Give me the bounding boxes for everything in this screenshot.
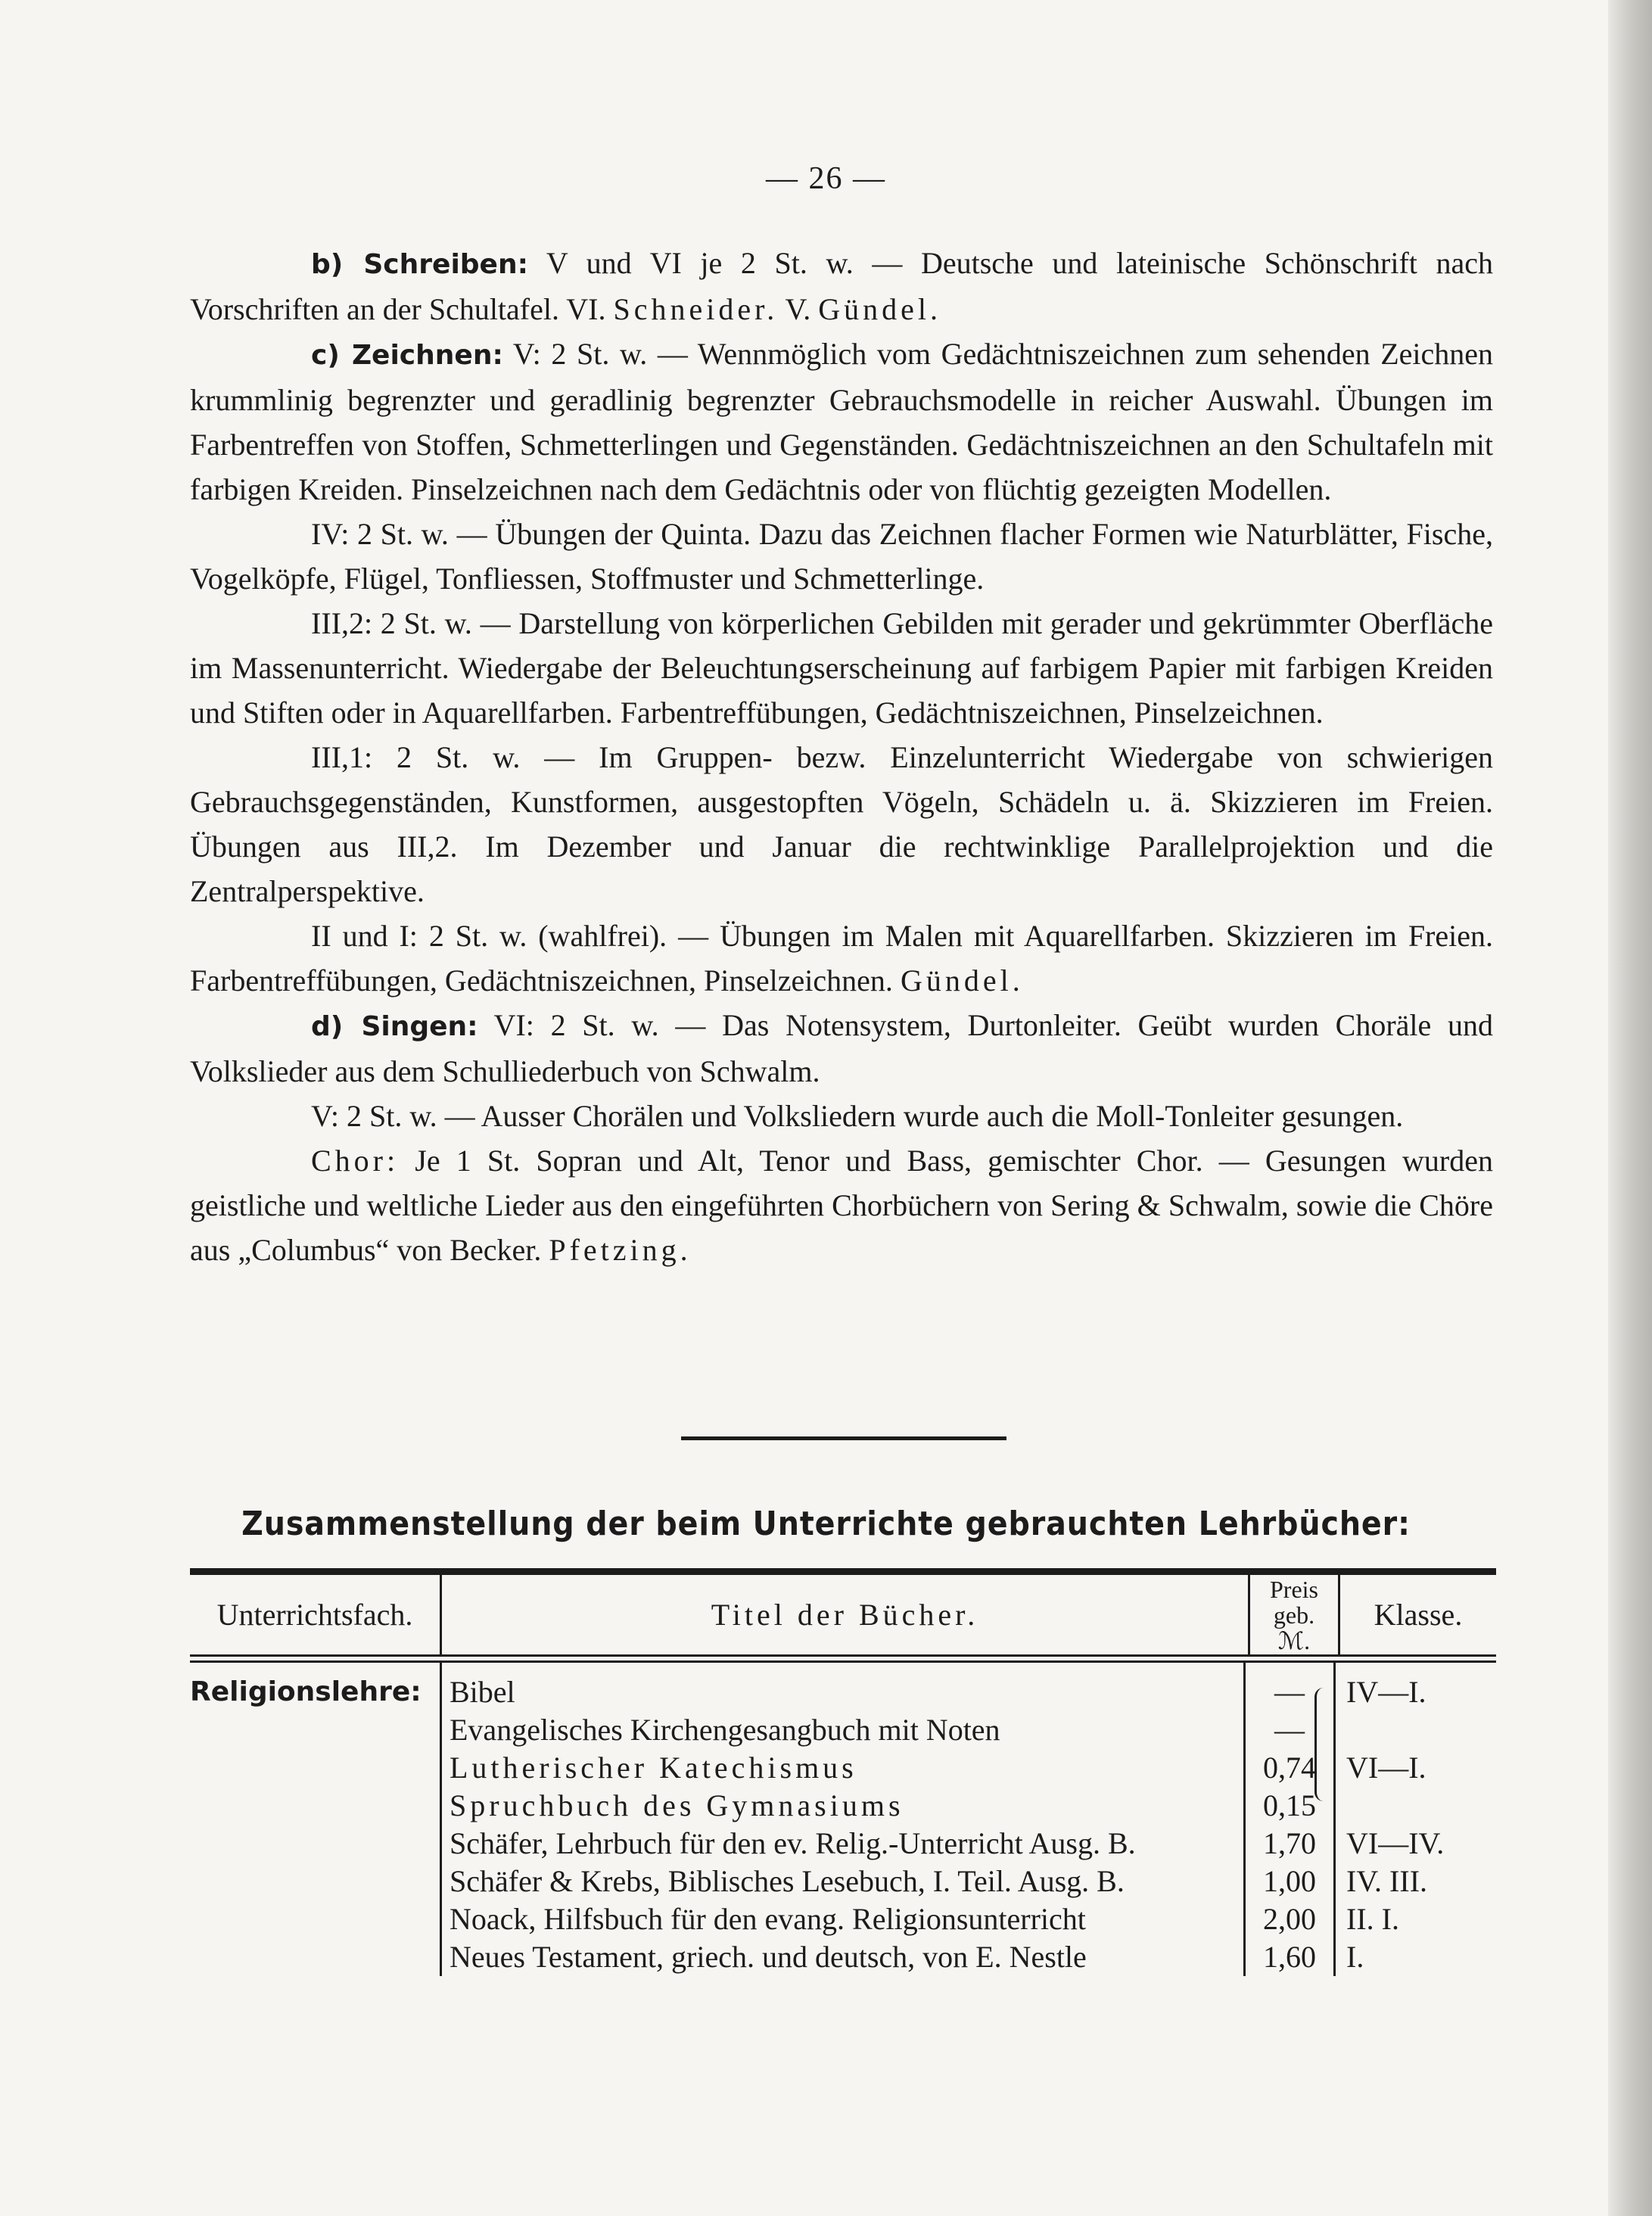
singen-text: VI: 2 St. w. — Das Notensystem, Durtonleiter. Geübt wurden Choräle und Volkslieder aus dem Schulliederbuch von Schwalm. xyxy=(190,1008,1493,1088)
header-price-line3: ℳ. xyxy=(1277,1626,1311,1654)
teacher-name: Pfetzing. xyxy=(549,1233,692,1267)
page-number: — 26 — xyxy=(766,161,886,196)
heading-schreiben: b) Schreiben: xyxy=(311,249,528,280)
header-class: Klasse. xyxy=(1374,1598,1463,1632)
book-class: VI—I. xyxy=(1346,1751,1426,1785)
zeichnen-text: V: 2 St. w. — Wennmöglich vom Gedächtniszeichnen zum sehenden Zeichnen krummlinig begrenzter und geradlinig begrenzter Gebrauchsmodelle in reicher Auswahl. Übungen im Farbentreffen von Stoffen, Schmetterlingen und Gegenständen. Gedächtniszeichnen an den Schultafeln mit farbigen Kreiden. Pinselzeichnen nach dem Gedächtnis oder von flüchtig gezeigten Modellen. xyxy=(190,337,1493,506)
book-price: 1,60 xyxy=(1263,1940,1316,1974)
book-price: 0,74 xyxy=(1263,1751,1316,1785)
book-price: — xyxy=(1274,1675,1305,1709)
teacher-name: Schneider. xyxy=(613,292,779,326)
zeichnen-iv: IV: 2 St. w. — Übungen der Quinta. Dazu das Zeichnen flacher Formen wie Naturblätter, Fische, Vogelköpfe, Flügel, Tonfliessen, Stoffmuster und Schmetterlinge. xyxy=(190,517,1493,596)
classes-column xyxy=(1336,1663,1496,1976)
header-title-text: Titel der Bücher. xyxy=(711,1598,979,1632)
heading-singen: d) Singen: xyxy=(311,1011,478,1042)
book-price: — xyxy=(1274,1713,1305,1747)
table-header-rule xyxy=(190,1654,1496,1657)
book-title: Neues Testament, griech. und deutsch, von E. Nestle xyxy=(450,1940,1087,1974)
zeichnen-iii1: III,1: 2 St. w. — Im Gruppen- bezw. Einzelunterricht Wiedergabe von schwierigen Gebrauchsgegenständen, Kunstformen, ausgestopften Vögeln, Schädeln u. ä. Skizzieren im Freien. Übungen aus III,2. Im Dezember und Januar die rechtwinklige Parallelprojektion und die Zentralperspektive. xyxy=(190,740,1493,908)
schreiben-text: V und VI je 2 St. w. — Deutsche und lateinische Schönschrift nach Vorschriften an der Schultafel. VI. xyxy=(190,246,1494,326)
paragraph-schreiben xyxy=(190,241,1493,331)
book-title: Evangelisches Kirchengesangbuch mit Noten xyxy=(450,1713,1000,1747)
heading-zeichnen: c) Zeichnen: xyxy=(311,340,503,371)
header-price-line2: geb. xyxy=(1273,1601,1315,1629)
book-price: 1,00 xyxy=(1263,1864,1316,1898)
book-class: II. I. xyxy=(1346,1902,1399,1936)
paragraph-singen xyxy=(190,1003,1493,1094)
header-price-line1: Preis xyxy=(1270,1575,1318,1603)
grouping-brace xyxy=(1314,1688,1327,1801)
book-class: I. xyxy=(1346,1940,1364,1974)
book-title: Lutherischer Katechismus xyxy=(450,1751,857,1785)
schreiben-text-2: V. xyxy=(778,292,819,326)
book-price: 0,15 xyxy=(1263,1788,1316,1822)
header-price xyxy=(1250,1575,1340,1654)
table-top-rule xyxy=(190,1568,1496,1575)
chor-text: Je 1 St. Sopran und Alt, Tenor und Bass, gemischter Chor. — Gesungen wurden geistliche und weltliche Lieder aus den eingeführten Chorbüchern von Sering & Schwalm, sowie die Chöre aus „Columbus“ von Becker. xyxy=(190,1144,1493,1267)
zeichnen-ii-i-text: II und I: 2 St. w. (wahlfrei). — Übungen im Malen mit Aquarellfarben. Skizzieren im Freien. Farbentreffübungen, Gedächtniszeichnen, Pinselzeichnen. xyxy=(190,919,1493,998)
titles-column xyxy=(440,1663,1246,1976)
table-title: Zusammenstellung der beim Unterrichte gebrauchten Lehrbücher: xyxy=(241,1505,1411,1543)
subject-religionslehre: Religionslehre: xyxy=(190,1676,422,1707)
book-title: Schäfer, Lehrbuch für den ev. Relig.-Unterricht Ausg. B. xyxy=(450,1826,1136,1860)
singen-v: V: 2 St. w. — Ausser Chorälen und Volksliedern wurde auch die Moll-Tonleiter gesungen. xyxy=(311,1099,1404,1133)
singen-chor xyxy=(190,1138,1493,1272)
teacher-name: Gündel. xyxy=(818,292,941,326)
book-class: IV. III. xyxy=(1346,1864,1428,1898)
book-class: IV—I. xyxy=(1346,1675,1426,1709)
book-class xyxy=(1346,1711,1496,1749)
page-edge-shadow xyxy=(1608,0,1652,2216)
table-header-row xyxy=(190,1575,1496,1654)
book-title: Noack, Hilfsbuch für den evang. Religionsunterricht xyxy=(450,1902,1086,1936)
zeichnen-iii2: III,2: 2 St. w. — Darstellung von körperlichen Gebilden mit gerader und gekrümmter Oberfläche im Massenunterricht. Wiedergabe der Beleuchtungserscheinung auf farbigem Papier mit farbigen Kreiden und Stiften oder in Aquarellfarben. Farbentreffübungen, Gedächtniszeichnen, Pinselzeichnen. xyxy=(190,606,1493,730)
teacher-name: Gündel. xyxy=(900,963,1024,998)
book-price: 2,00 xyxy=(1263,1902,1316,1936)
textbook-table xyxy=(190,1568,1496,1976)
header-subject: Unterrichtsfach. xyxy=(216,1598,413,1632)
book-class xyxy=(1346,1787,1496,1825)
book-price: 1,70 xyxy=(1263,1826,1316,1860)
header-title xyxy=(440,1575,1250,1654)
book-class: VI—IV. xyxy=(1346,1826,1445,1860)
section-divider xyxy=(681,1436,1006,1440)
table-body xyxy=(190,1663,1496,1976)
subject-column xyxy=(190,1663,440,1976)
text-body xyxy=(190,241,1493,1272)
zeichnen-ii-i xyxy=(190,913,1493,1003)
book-title: Schäfer & Krebs, Biblisches Lesebuch, I. Teil. Ausg. B. xyxy=(450,1864,1125,1898)
book-title: Spruchbuch des Gymnasiums xyxy=(450,1788,904,1822)
paragraph-zeichnen xyxy=(190,331,1493,512)
book-title: Bibel xyxy=(450,1675,515,1709)
chor-label: Chor: xyxy=(311,1144,400,1178)
